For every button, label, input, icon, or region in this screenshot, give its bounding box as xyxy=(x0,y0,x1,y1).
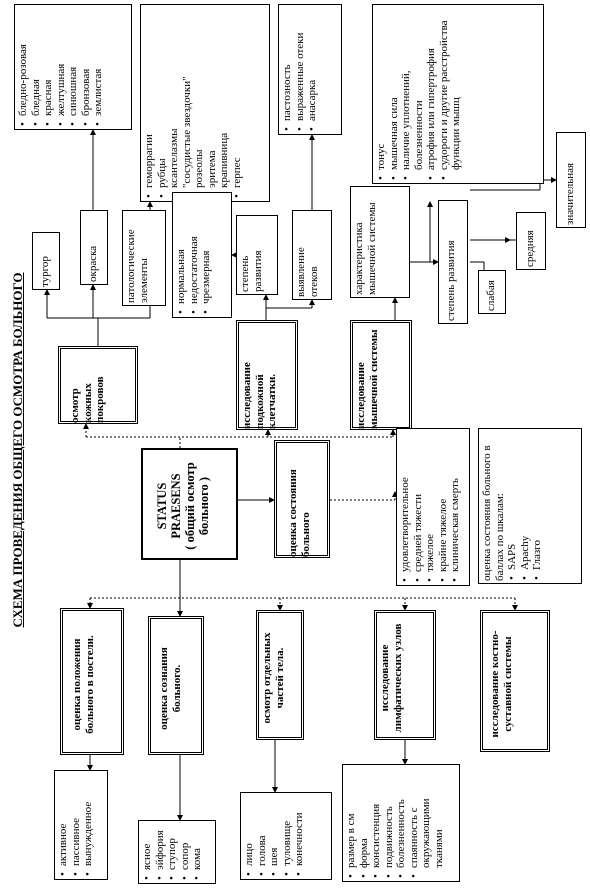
pathological-item: • крапивница xyxy=(218,9,231,188)
pathological-list xyxy=(140,4,270,202)
pathological-item: • рубцы xyxy=(156,9,169,188)
muscle-item: • наличие уплотнений, болезненности xyxy=(400,9,425,170)
body-item: • шея xyxy=(268,797,281,866)
lymph-item: • консистенция xyxy=(370,769,383,868)
lymph-item: • спаянность с окружающими тканями xyxy=(408,769,446,868)
color-box: окраска xyxy=(80,210,108,285)
lymph-item: • болезненность xyxy=(395,769,408,868)
lymph-item: • подвижность xyxy=(383,769,396,868)
lymph-list xyxy=(342,764,460,882)
scale-item: • SAPS xyxy=(506,433,519,570)
pathological-elements-box: патологические элементы xyxy=(122,210,166,306)
color-item: • бронзовая xyxy=(80,9,93,116)
edema-list xyxy=(278,4,342,135)
state-item: • крайне тяжелое xyxy=(437,433,450,572)
center-line3: ( общий осмотр xyxy=(183,462,197,550)
status-praesens-box xyxy=(141,448,238,560)
pathological-item: • герпес xyxy=(231,9,244,188)
center-line4: больного ) xyxy=(197,476,211,536)
body-item: • туловище xyxy=(281,797,294,866)
body-list xyxy=(240,792,332,880)
position-item: • пассивное xyxy=(70,775,83,866)
body-item: • конечности xyxy=(293,797,306,866)
muscle-list xyxy=(372,4,544,184)
significant-box: значительная xyxy=(556,132,586,228)
muscle-char-box: характеристика мышечной системы xyxy=(350,186,410,298)
muscle-item: • судороги и другие расстройства функции мышц xyxy=(438,9,463,170)
pathological-item: • "сосудистые звездочки" xyxy=(181,9,194,188)
consciousness-item: • ясное xyxy=(141,825,154,870)
pathological-item: • ксантелазмы xyxy=(168,9,181,188)
muscle-exam-box: исследование мышечной системы xyxy=(350,320,412,430)
color-item: • бледно-розовая xyxy=(17,9,30,116)
center-line1: STATUS xyxy=(155,482,169,530)
position-item: • активное xyxy=(57,775,70,866)
turgor-box: тургор xyxy=(32,232,60,290)
color-item: • синюшная xyxy=(67,9,80,116)
state-assess-box: оценка состояния больного xyxy=(274,440,330,558)
skin-exam-box: осмотр кожных покровов xyxy=(58,346,138,424)
state-item: • клиническая смерть xyxy=(449,433,462,572)
color-item: • землистая xyxy=(92,9,105,116)
consciousness-list xyxy=(138,820,216,884)
edema-box: выявление отеков xyxy=(292,210,332,300)
pathological-item: • розеолы xyxy=(193,9,206,188)
body-item: • голова xyxy=(256,797,269,866)
edema-item: • пастозность xyxy=(281,9,294,121)
scale-intro: оценка состояния больного в баллах по шкалам: xyxy=(481,445,506,581)
degree-item: • чрезмерная xyxy=(200,197,213,304)
lymph-item: • размер в см xyxy=(345,769,358,868)
scales-box xyxy=(478,428,582,584)
degree-dev-box: степень развития xyxy=(236,215,278,295)
color-item: • бледная xyxy=(30,9,43,116)
pathological-item: • эритема xyxy=(206,9,219,188)
body-item: • лицо xyxy=(243,797,256,866)
consciousness-item: • эйфория xyxy=(154,825,167,870)
position-item: • вынужденное xyxy=(82,775,95,866)
scale-item: • Apachy xyxy=(519,433,532,570)
muscle-item: • тонус xyxy=(375,9,388,170)
degree-item: • недостаточная xyxy=(188,197,201,304)
color-list xyxy=(14,4,132,130)
muscle-item: • мышечная сила xyxy=(388,9,401,170)
lymph-box: исследование лимфатических узлов xyxy=(374,610,436,740)
medium-box: средняя xyxy=(516,212,546,270)
consciousness-box: оценка сознания больного. xyxy=(148,616,204,755)
color-item: • желтушная xyxy=(55,9,68,116)
edema-item: • выраженные отеки xyxy=(294,9,307,121)
position-box: оценка положения больного в постели. xyxy=(60,608,124,755)
body-parts-box: осмотр отдельных частей тела. xyxy=(256,610,304,740)
center-line2: PRAESENS xyxy=(169,473,183,539)
bones-box: исследование костно-суставной системы xyxy=(480,610,550,752)
pathological-item: • геморрагии xyxy=(143,9,156,188)
degree-list xyxy=(172,192,232,318)
state-item: • тяжелое xyxy=(424,433,437,572)
state-item: • средней тяжести xyxy=(412,433,425,572)
lymph-item: • форма xyxy=(358,769,371,868)
consciousness-item: • ступор xyxy=(166,825,179,870)
color-item: • красная xyxy=(42,9,55,116)
position-list xyxy=(54,770,108,880)
consciousness-item: • кома xyxy=(191,825,204,870)
subcutaneous-box: исследование подкожной клетчатки. xyxy=(236,320,298,430)
weak-box: слабая xyxy=(478,270,506,314)
state-list xyxy=(396,428,470,586)
page-title: СХЕМА ПРОВЕДЕНИЯ ОБЩЕГО ОСМОТРА БОЛЬНОГО xyxy=(10,272,25,628)
edema-item: • анасарка xyxy=(306,9,319,121)
degree-item: • нормальная xyxy=(175,197,188,304)
muscle-degree-box: степень развития xyxy=(438,200,468,324)
consciousness-item: • сопор xyxy=(179,825,192,870)
state-item: • удовлетворительное xyxy=(399,433,412,572)
muscle-item: • атрофия или гипертрофия xyxy=(425,9,438,170)
scale-item: • Глазго xyxy=(531,433,544,570)
